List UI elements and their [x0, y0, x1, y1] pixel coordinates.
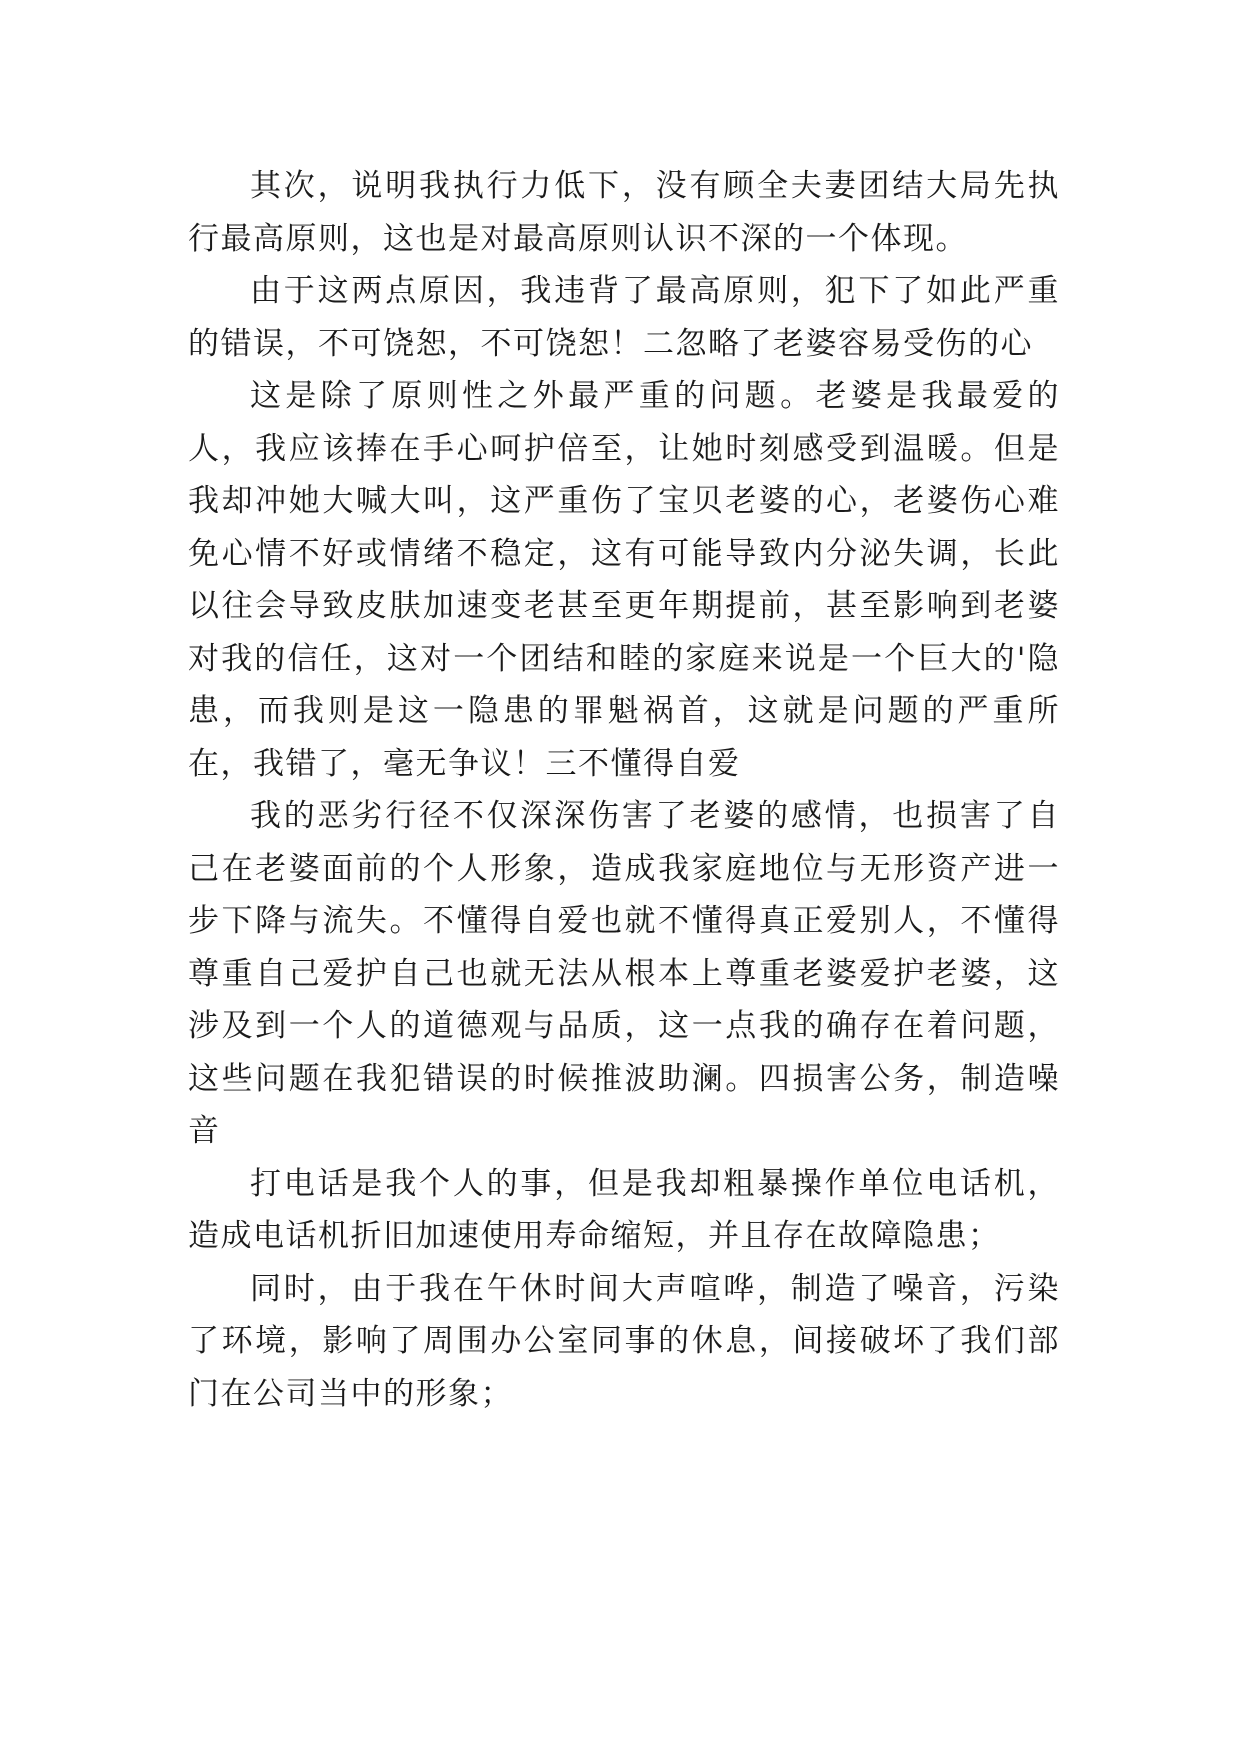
paragraph-2: 由于这两点原因，我违背了最高原则，犯下了如此严重的错误，不可饶恕，不可饶恕！二忽略了老婆容易受伤的心	[188, 273, 1060, 362]
paragraph-6: 同时，由于我在午休时间大声喧哗，制造了噪音，污染了环境，影响了周围办公室同事的休息，间接破坏了我们部门在公司当中的形象；	[188, 1270, 1060, 1412]
document-body	[188, 160, 1060, 1420]
paragraph-3: 这是除了原则性之外最严重的问题。老婆是我最爱的人，我应该捧在手心呵护倍至，让她时刻感受到温暖。但是我却冲她大喊大叫，这严重伤了宝贝老婆的心，老婆伤心难免心情不好或情绪不稳定，这有可能导致内分泌失调，长此以往会导致皮肤加速变老甚至更年期提前，甚至影响到老婆对我的信任，这对一个团结和睦的家庭来说是一个巨大的'隐患，而我则是这一隐患的罪魁祸首，这就是问题的严重所在，我错了，毫无争议！三不懂得自爱	[188, 378, 1060, 782]
paragraph-5: 打电话是我个人的事，但是我却粗暴操作单位电话机，造成电话机折旧加速使用寿命缩短，并且存在故障隐患；	[188, 1165, 1060, 1254]
paragraph-1: 其次，说明我执行力低下，没有顾全夫妻团结大局先执行最高原则，这也是对最高原则认识不深的一个体现。	[188, 168, 1060, 257]
paragraph-4: 我的恶劣行径不仅深深伤害了老婆的感情，也损害了自己在老婆面前的个人形象，造成我家庭地位与无形资产进一步下降与流失。不懂得自爱也就不懂得真正爱别人，不懂得尊重自己爱护自己也就无法从根本上尊重老婆爱护老婆，这涉及到一个人的道德观与品质，这一点我的确存在着问题，这些问题在我犯错误的时候推波助澜。四损害公务，制造噪音	[188, 798, 1060, 1149]
